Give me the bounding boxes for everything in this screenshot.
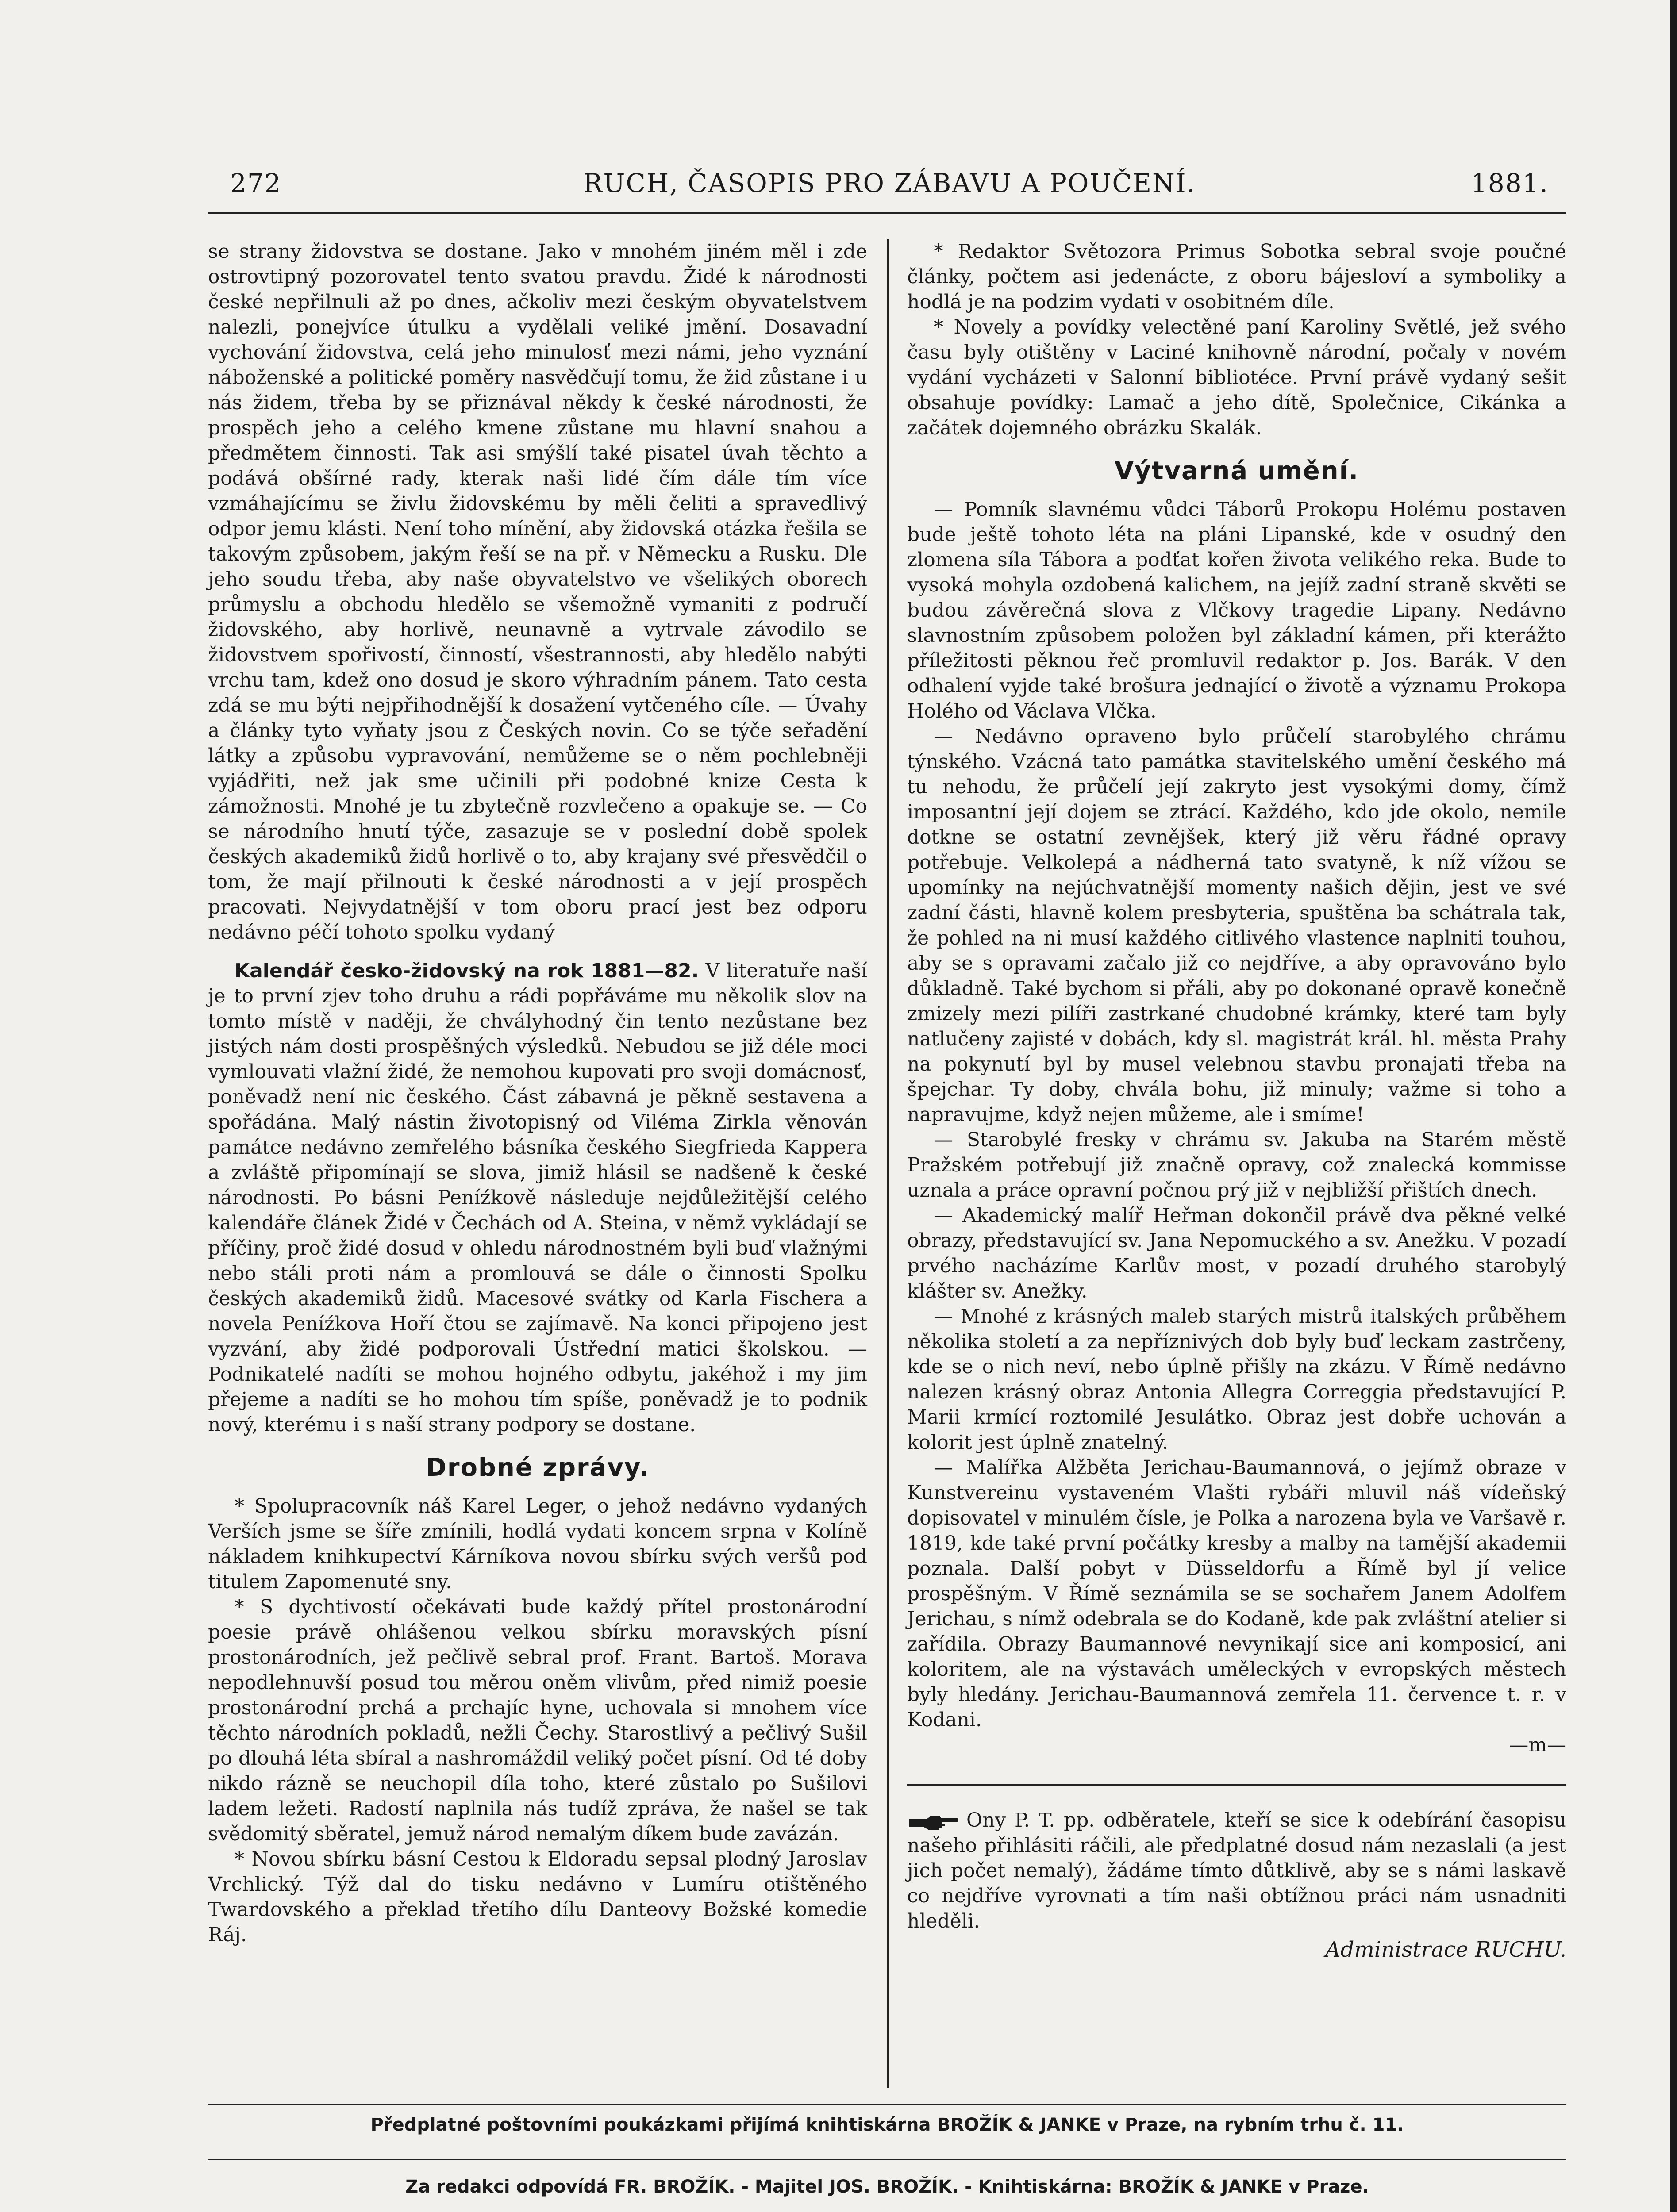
heading-drobne-zpravy: Drobné zprávy.: [426, 1453, 650, 1482]
header-rule: [208, 212, 1566, 214]
news-item-svetla: * Novely a povídky velectěné paní Karoliny Světlé, jež svého času byly otištěny v Laciné knihovně národní, počaly v novém vydání vycházeti v Salonní bibliotéce. První právě vydaný sešit obsahuje povídky: Lamač a jeho dítě, Společnice, Cikánka a začátek dojemného obrázku Skalák.: [907, 316, 1566, 439]
column-divider: [887, 239, 889, 2088]
art-item-herman: — Akademický malíř Heřman dokončil právě dva pěkné velké obrazy, představující sv. Jana Nepomuckého a sv. Anežku. V pozadí prvého nacházíme Karlův most, v pozadí druhého starobylý klášter sv. Anežky.: [907, 1204, 1566, 1302]
news-item-vrchlicky: * Novou sbírku básní Cestou k Eldoradu sepsal plodný Jaroslav Vrchlický. Týž dal do tisku nedávno v Lumíru otištěného Twardovského a překlad třetího dílu Danteovy Božské komedie Ráj.: [208, 1848, 867, 1946]
administration-signature: Administrace RUCHU.: [1325, 1937, 1566, 1962]
notice-body: Ony P. T. pp. odběratele, kteří se sice k odebírání časopisu našeho přihlásiti ráčili, ale předplatné dosud nám nezaslali (a jest jich počet nemalý), žádáme tímto důtklivě, aby se s námi laskavě co nejdříve vyrovnati a tím naši obtížnou práci nám usnadniti hleděli.: [907, 1809, 1566, 1932]
art-item-correggio: — Mnohé z krásných maleb starých mistrů italských průběhem několika století a za nepříznivých dob byly buď leckam zastrčeny, kde se o nich neví, nebo úplně přišly na zkázu. V Římě nedávno nalezen krásný obraz Antonia Allegra Correggia představující P. Marii krmící roztomilé Jesulátko. Obraz jest dobře uchován a kolorit jest úplně znatelný.: [907, 1305, 1566, 1454]
art-item-jerichau: — Malířka Alžběta Jerichau-Baumannová, o jejímž obraze v Kunstvereinu vystaveném Vlašti rybáři mluvil náš vídeňský dopisovatel v minulém čísle, je Polka a narozena byla ve Varšavě r. 1819, kde také první počátky kresby a malby na tamější akademii poznala. Další pobyt v Düsseldorfu a Římě byl jí velice prospěšným. V Římě seznámila se se sochařem Janem Adolfem Jerichau, s nímž odebrala se do Kodaně, kde pak zvláštní atelier si zařídila. Obrazy Baumannové nevynikají sice ani komposicí, ani koloritem, ale na výstavách uměleckých v evropských městech byly hledány. Jerichau-Baumannová zemřela 11. července t. r. v Kodani.: [907, 1456, 1566, 1731]
year: 1881.: [1470, 168, 1549, 198]
pointing-hand-icon: [907, 1813, 960, 1831]
scan-edge: [1670, 0, 1677, 2212]
subscriber-notice: [907, 1784, 1566, 1962]
footer-subscription: Předplatné poštovními poukázkami přijímá knihtiskárna BROŽÍK & JANKE v Praze, na rybním trhu č. 11.: [370, 2115, 1404, 2135]
art-item-fresky: — Starobylé fresky v chrámu sv. Jakuba na Starém městě Pražském potřebují již značně opravy, což znalecká kommisse uznala a práce opravní počnou prý již v nejbližší přištích dnech.: [907, 1129, 1566, 1202]
calendar-paragraph: [208, 958, 867, 1437]
art-item-tyn: — Nedávno opraveno bylo průčelí starobylého chrámu týnského. Vzácná tato památka stavitelského umění českého má tu nehodu, že průčelí její zakryto jest vysokými domy, čímž imposantní její dojem se ztrácí. Každého, kdo jde okolo, nemile dotkne se ostatní zevnějšek, který již věru řádné opravy potřebuje. Velkolepá a nádherná tato svatyně, k níž vížou se upomínky na nejúchvatnější momenty našich dějin, jest ve své zadní části, hlavně kolem presbyteria, spuštěna ba schátrala tak, že pohled na ni musí každého citlivého vlastence naplniti touhou, aby se s opravami začalo již co nejdříve, a aby opravováno bylo důkladně. Také bychom si přáli, aby po dokonané opravě konečně zmizely mezi pilíři zastrkané chudobné krámky, které tam byly natlučeny zajisté v dobách, kdy sl. magistrát král. hl. města Prahy na pokynutí byl by musel velebnou stavbu pronajati třeba na špejchar. Ty doby, chvála bohu, již minuly; važme si toho a napravujme, když nejen můžeme, ale i smíme!: [907, 725, 1566, 1126]
footer-imprint: Za redakci odpovídá FR. BROŽÍK. - Majitel JOS. BROŽÍK. - Knihtiskárna: BROŽÍK & JANKE v Praze.: [405, 2177, 1369, 2197]
right-column: [907, 239, 1566, 2084]
signature: —m—: [1509, 1734, 1566, 1756]
journal-title: RUCH, ČASOPIS PRO ZÁBAVU A POUČENÍ.: [583, 168, 1196, 198]
running-header: [230, 155, 1549, 208]
left-column: [208, 239, 867, 2079]
art-item-pomnik: — Pomník slavnému vůdci Táborů Prokopu Holému postaven bude ještě tohoto léta na pláni Lipanské, kde v osudný den zlomena síla Tábora a podťat kořen života velikého reka. Bude to vysoká mohyla ozdobená kalichem, na jejíž zadní straně skvěti se budou závěrečná slova z Vlčkovy tragedie Lipany. Nedávno slavnostním způsobem položen byl základní kámen, při kterážto příležitosti pěknou řeč promluvil redaktor p. Jos. Barák. V den odhalení vyjde také brošura jednající o životě a významu Prokopa Holého od Václava Vlčka.: [907, 498, 1566, 722]
footer-rule-middle: [208, 2159, 1566, 2160]
heading-vytvarna-umeni: Výtvarná umění.: [1114, 457, 1359, 485]
news-item-bartos: * S dychtivostí očekávati bude každý přítel prostonárodní poesie právě ohlášenou velkou sbírku moravských písní prostonárodních, jež pečlivě sebral prof. Frant. Bartoš. Morava nepodlehnuvší posud tou měrou oněm vlivům, před nimiž poesie prostonárodní prchá a prchajíc hyne, uchovala si mnohem více těchto národních pokladů, nežli Čechy. Starostlivý a pečlivý Sušil po dlouhá léta sbíral a nashromáždil veliký počet písní. Od té doby nikdo rázně se neuchopil díla toho, které zůstalo po Sušilovi ladem ležeti. Radostí naplnila nás tudíž zpráva, že našel se tak svědomitý sběratel, jemuž národ nemalým díkem bude zavázán.: [208, 1596, 867, 1845]
footer-rule-top: [208, 2104, 1566, 2105]
calendar-lead: Kalendář česko-židovský na rok 1881—82.: [235, 960, 699, 982]
notice-text: [907, 1808, 1566, 1934]
news-item-leger: * Spolupracovník náš Karel Leger, o jehož nedávno vydaných Verších jsme se šíře zmínili, hodlá vydati koncem srpna v Kolíně nákladem knihkupectví Kárníkova novou sbírku svých veršů pod titulem Zapomenuté sny.: [208, 1495, 867, 1593]
page-number: 272: [230, 168, 282, 198]
article-continuation: se strany židovstva se dostane. Jako v mnohém jiném měl i zde ostrovtipný pozorovatel tento svatou pravdu. Židé k národnosti české nepřilnuli až po dnes, ačkoliv mezi českým obyvatelstvem nalezli, ponejvíce útulku a vydělali veliké jmění. Dosavadní vychování židovstva, celá jeho minulosť mezi námi, jeho vyznání náboženské a politické poměry nasvědčují tomu, že žid zůstane i u nás židem, třeba by se přiznával někdy k české národnosti, že prospěch jeho a celého kmene zůstane mu hlavní snahou a předmětem činnosti. Tak asi smýšlí také pisatel úvah těchto a podává obšírné rady, kterak naši lidé čím dále tím více vzmáhajícímu se živlu židovskému by měli čeliti a spravedlivý odpor jemu klásti. Není toho mínění, aby židovská otázka řešila se takovým způsobem, jakým řeší se na př. v Německu a Rusku. Dle jeho soudu třeba, aby naše obyvatelstvo ve všelikých oborech průmyslu a obchodu hledělo se všemožně vymaniti z područí židovského, aby horlivě, neunavně a vytrvale závodilo se židovstvem spořivostí, činností, všestrannosti, aby hledělo nabýti vrchu tam, kdež ono dosud je skoro výhradním pánem. Tato cesta zdá se mu býti nejpřihodnější k dosažení vytčeného cíle. — Úvahy a články tyto vyňaty jsou z Českých novin. Co se týče seřadění látky a způsobu vypravování, nemůžeme se o něm pochlebněji vyjádřiti, než jak sme učinili při podobné knize Cesta k zámožnosti. Mnohé je tu zbytečně rozvlečeno a opakuje se. — Co se národního hnutí týče, zasazuje se v poslední době spolek českých akademiků židů horlivě o to, aby krajany své přesvědčil o tom, že mají přilnouti k české národnosti a v její prospěch pracovati. Nejvydatnější v tom oboru prací jest bez odporu nedávno péčí tohoto spolku vydaný: [208, 240, 867, 944]
calendar-text: V literatuře naší je to první zjev toho druhu a rádi popřáváme mu několik slov na tomto místě v naději, že chvályhodný čin tento nezůstane bez jistých nám dosti prospěšných výsledků. Nebudou se již déle moci vymlouvati vlažní židé, že nemohou kupovati pro svoji domácnosť, poněvadž není nic českého. Část zábavná je pěkně sestavena a spořádána. Malý nástin životopisný od Viléma Zirkla věnován památce nedávno zemřelého básníka českého Siegfrieda Kappera a zvláště připomínají se slova, jimiž hlásil se nadšeně k české národnosti. Po básni Peníźkově následuje nejdůležitější celého kalendáře článek Židé v Čechách od A. Steina, v němž vykládají se příčiny, proč židé dosud v ohledu národnostném byli buď vlažnými nebo stáli proti nám a promlouvá se dále o činnosti Spolku českých akademiků židů. Macesové svátky od Karla Fischera a novela Peníźkova Hoří čtou se zajímavě. Na konci připojeno jest vyzvání, aby židé podporovali Ústřední matici školskou. — Podnikatelé nadíti se mohou hojného odbytu, jakéhož i my jim přejeme a nadíti se ho mohou tím spíše, poněvadž je to podnik nový, kterému i s naší strany podpory se dostane.: [208, 960, 867, 1436]
news-item-sobotka: * Redaktor Světozora Primus Sobotka sebral svoje poučné články, počtem asi jedenácte, z oboru bájesloví a symboliky a hodlá je na podzim vydati v osobitném díle.: [907, 240, 1566, 313]
